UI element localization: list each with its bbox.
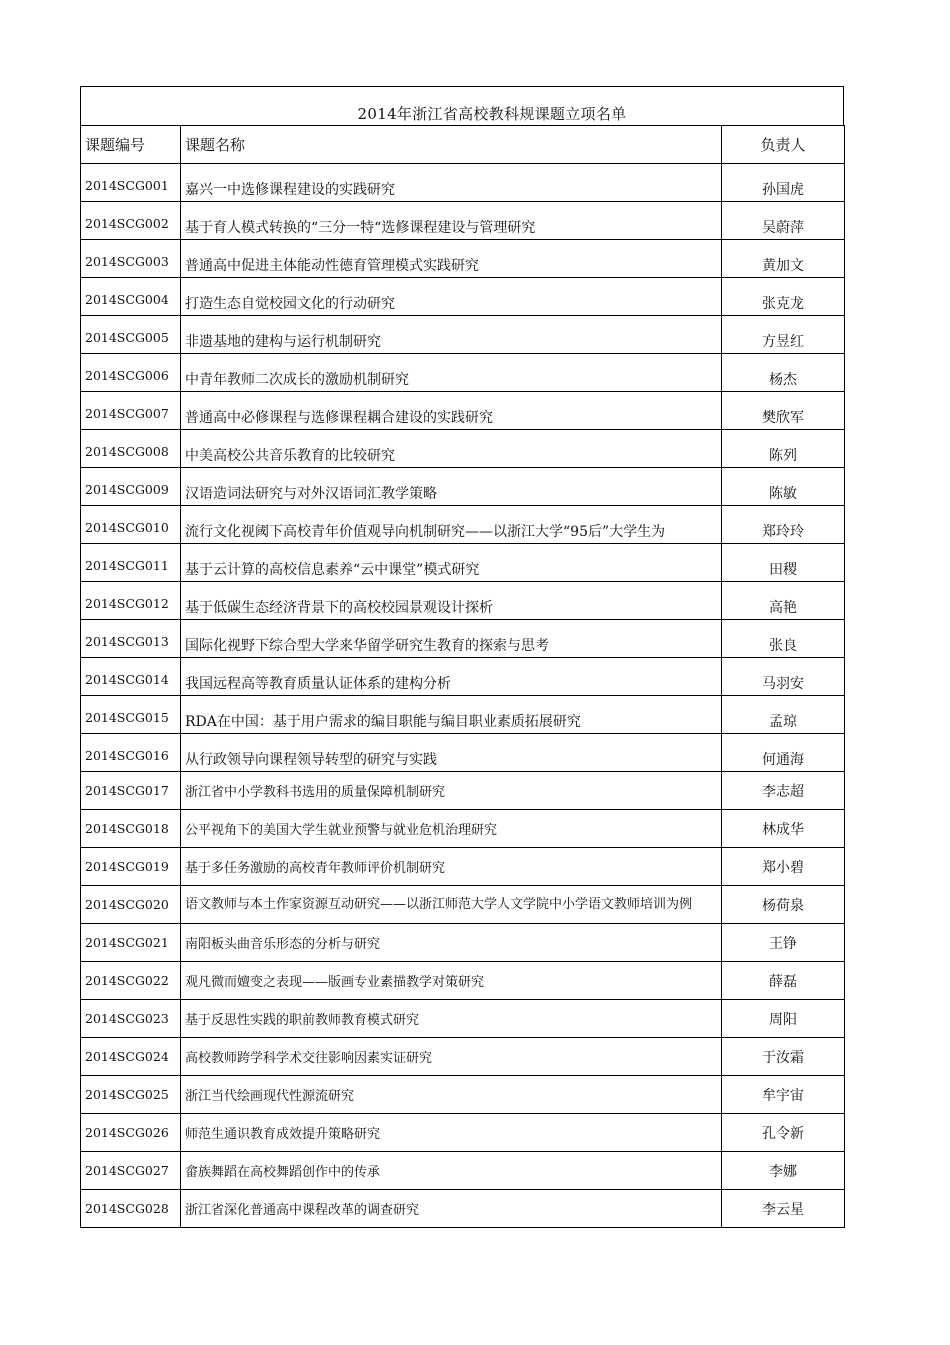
table-row: [81, 886, 845, 924]
cell-code: 2014SCG024: [81, 1038, 181, 1076]
table-row: [81, 620, 845, 658]
cell-code: 2014SCG028: [81, 1190, 181, 1228]
cell-code: 2014SCG014: [81, 658, 181, 696]
header-person: 负责人: [722, 126, 845, 164]
title-row: [80, 86, 844, 125]
cell-person: 高艳: [722, 582, 845, 620]
table-row: [81, 354, 845, 392]
table-row: [81, 430, 845, 468]
cell-person: 杨杰: [722, 354, 845, 392]
cell-person: 方昱红: [722, 316, 845, 354]
table-row: [81, 506, 845, 544]
cell-person: 王铮: [722, 924, 845, 962]
cell-code: 2014SCG025: [81, 1076, 181, 1114]
cell-person: 马羽安: [722, 658, 845, 696]
table-row: [81, 278, 845, 316]
table-header-row: [81, 126, 845, 164]
table-row: [81, 468, 845, 506]
table-row: [81, 696, 845, 734]
cell-code: 2014SCG023: [81, 1000, 181, 1038]
cell-name: 师范生通识教育成效提升策略研究: [181, 1114, 722, 1152]
cell-person: 孟琼: [722, 696, 845, 734]
spreadsheet: [80, 86, 844, 1228]
table-row: [81, 392, 845, 430]
cell-code: 2014SCG017: [81, 772, 181, 810]
cell-name: 浙江省深化普通高中课程改革的调查研究: [181, 1190, 722, 1228]
table-row: [81, 1038, 845, 1076]
table-row: [81, 1076, 845, 1114]
cell-name: 嘉兴一中选修课程建设的实践研究: [181, 164, 722, 202]
cell-name: 高校教师跨学科学术交往影响因素实证研究: [181, 1038, 722, 1076]
cell-name: 基于育人模式转换的“三分一特“选修课程建设与管理研究: [181, 202, 722, 240]
cell-code: 2014SCG006: [81, 354, 181, 392]
cell-code: 2014SCG016: [81, 734, 181, 772]
table-row: [81, 1000, 845, 1038]
cell-name: 基于低碳生态经济背景下的高校校园景观设计探析: [181, 582, 722, 620]
cell-name: 打造生态自觉校园文化的行动研究: [181, 278, 722, 316]
cell-code: 2014SCG008: [81, 430, 181, 468]
cell-name: 汉语造词法研究与对外汉语词汇教学策略: [181, 468, 722, 506]
cell-code: 2014SCG007: [81, 392, 181, 430]
table-row: [81, 240, 845, 278]
cell-person: 周阳: [722, 1000, 845, 1038]
table-row: [81, 544, 845, 582]
cell-person: 孔令新: [722, 1114, 845, 1152]
table-row: [81, 316, 845, 354]
cell-name: 浙江当代绘画现代性源流研究: [181, 1076, 722, 1114]
cell-person: 张良: [722, 620, 845, 658]
cell-name: 南阳板头曲音乐形态的分析与研究: [181, 924, 722, 962]
cell-name: 普通高中促进主体能动性德育管理模式实践研究: [181, 240, 722, 278]
cell-name: RDA在中国：基于用户需求的编目职能与编目职业素质拓展研究: [181, 696, 722, 734]
cell-person: 黄加文: [722, 240, 845, 278]
cell-name: 中美高校公共音乐教育的比较研究: [181, 430, 722, 468]
header-name: 课题名称: [181, 126, 722, 164]
header-code: 课题编号: [81, 126, 181, 164]
cell-name: 公平视角下的美国大学生就业预警与就业危机治理研究: [181, 810, 722, 848]
cell-person: 陈敏: [722, 468, 845, 506]
cell-code: 2014SCG022: [81, 962, 181, 1000]
cell-code: 2014SCG004: [81, 278, 181, 316]
cell-name: 观凡微而嬗变之表现——版画专业素描教学对策研究: [181, 962, 722, 1000]
cell-code: 2014SCG027: [81, 1152, 181, 1190]
cell-person: 李志超: [722, 772, 845, 810]
cell-person: 吴蔚萍: [722, 202, 845, 240]
cell-code: 2014SCG009: [81, 468, 181, 506]
cell-name: 从行政领导向课程领导转型的研究与实践: [181, 734, 722, 772]
cell-person: 张克龙: [722, 278, 845, 316]
cell-code: 2014SCG015: [81, 696, 181, 734]
cell-code: 2014SCG001: [81, 164, 181, 202]
cell-person: 于汝霜: [722, 1038, 845, 1076]
cell-code: 2014SCG026: [81, 1114, 181, 1152]
cell-person: 陈列: [722, 430, 845, 468]
cell-person: 李娜: [722, 1152, 845, 1190]
table-row: [81, 1190, 845, 1228]
cell-code: 2014SCG011: [81, 544, 181, 582]
project-table: [80, 125, 845, 1228]
cell-person: 孙国虎: [722, 164, 845, 202]
cell-name: 中青年教师二次成长的激励机制研究: [181, 354, 722, 392]
table-row: [81, 658, 845, 696]
cell-code: 2014SCG021: [81, 924, 181, 962]
cell-code: 2014SCG002: [81, 202, 181, 240]
cell-name: 流行文化视阈下高校青年价值观导向机制研究——以浙江大学“95后”大学生为: [181, 506, 722, 544]
table-row: [81, 1114, 845, 1152]
cell-code: 2014SCG010: [81, 506, 181, 544]
cell-name: 语文教师与本土作家资源互动研究——以浙江师范大学人文学院中小学语文教师培训为例: [181, 886, 722, 924]
cell-name: 国际化视野下综合型大学来华留学研究生教育的探索与思考: [181, 620, 722, 658]
table-row: [81, 582, 845, 620]
cell-name: 基于反思性实践的职前教师教育模式研究: [181, 1000, 722, 1038]
cell-name: 基于云计算的高校信息素养“云中课堂”模式研究: [181, 544, 722, 582]
table-row: [81, 164, 845, 202]
cell-person: 郑玲玲: [722, 506, 845, 544]
cell-person: 牟宇宙: [722, 1076, 845, 1114]
cell-name: 基于多任务激励的高校青年教师评价机制研究: [181, 848, 722, 886]
cell-person: 樊欣军: [722, 392, 845, 430]
cell-code: 2014SCG005: [81, 316, 181, 354]
cell-name: 非遗基地的建构与运行机制研究: [181, 316, 722, 354]
cell-person: 李云星: [722, 1190, 845, 1228]
table-row: [81, 810, 845, 848]
cell-person: 郑小碧: [722, 848, 845, 886]
page-title: 2014年浙江省高校教科规课题立项名单: [357, 105, 627, 123]
table-row: [81, 1152, 845, 1190]
cell-code: 2014SCG019: [81, 848, 181, 886]
cell-person: 林成华: [722, 810, 845, 848]
cell-name: 普通高中必修课程与选修课程耦合建设的实践研究: [181, 392, 722, 430]
cell-person: 杨荷泉: [722, 886, 845, 924]
cell-name: 浙江省中小学教科书选用的质量保障机制研究: [181, 772, 722, 810]
cell-name: 畲族舞蹈在高校舞蹈创作中的传承: [181, 1152, 722, 1190]
table-row: [81, 734, 845, 772]
table-row: [81, 962, 845, 1000]
table-row: [81, 848, 845, 886]
table-row: [81, 924, 845, 962]
cell-code: 2014SCG020: [81, 886, 181, 924]
cell-code: 2014SCG003: [81, 240, 181, 278]
table-row: [81, 202, 845, 240]
cell-name: 我国远程高等教育质量认证体系的建构分析: [181, 658, 722, 696]
cell-code: 2014SCG013: [81, 620, 181, 658]
table-row: [81, 772, 845, 810]
cell-code: 2014SCG018: [81, 810, 181, 848]
table-body: [81, 126, 845, 1228]
cell-person: 薛磊: [722, 962, 845, 1000]
cell-person: 田稷: [722, 544, 845, 582]
cell-code: 2014SCG012: [81, 582, 181, 620]
cell-person: 何通海: [722, 734, 845, 772]
